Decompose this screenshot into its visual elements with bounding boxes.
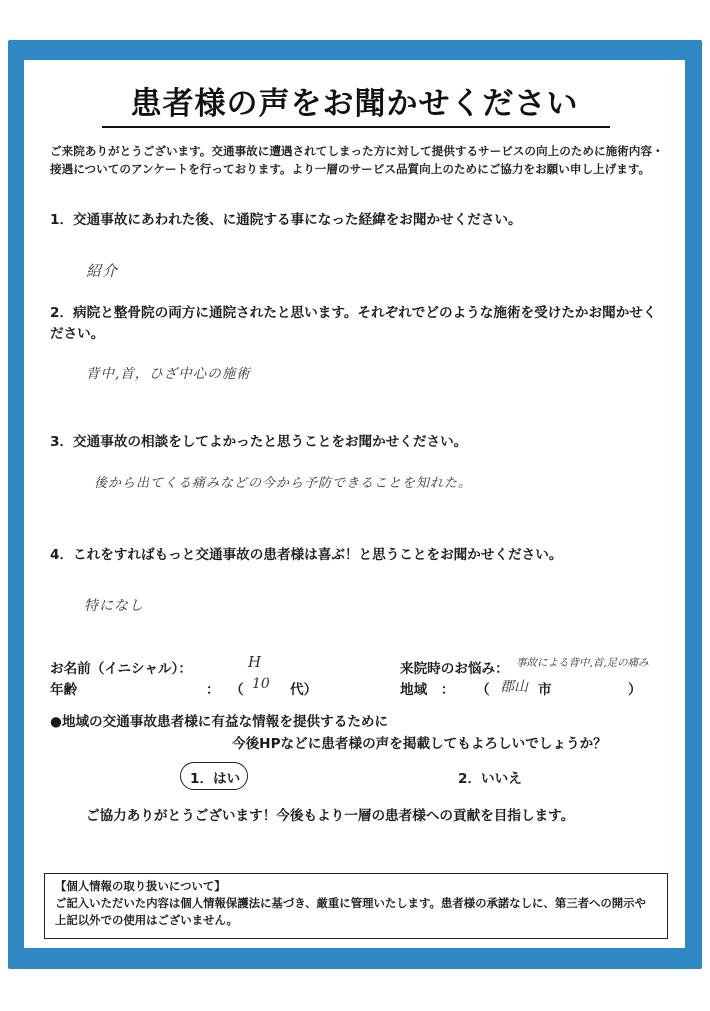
option-yes[interactable]: 1．はい xyxy=(190,771,241,787)
age-colon: ： xyxy=(206,682,220,698)
region-label: 地域 ： xyxy=(400,682,455,698)
intro-text: ご来院ありがとうございます。交通事故に遭遇されてしまった方に対して提供するサービスの向上のために施術内容・接遇についてのアンケートを行っております。より一層のサービス品質向上のためにご協力をお願い申し上げます。 xyxy=(50,144,664,176)
concern-label: 来院時のお悩み： xyxy=(400,661,509,677)
age-label: 年齢 xyxy=(50,682,78,698)
region-open-paren: （ xyxy=(476,682,490,698)
region-unit: 市 xyxy=(538,682,552,698)
privacy-box xyxy=(44,873,668,939)
title-underline xyxy=(102,126,610,128)
concern-value: 事故による背中,首,足の痛み xyxy=(516,657,649,669)
answer-4: 特になし xyxy=(84,598,144,614)
consent-line-1: ●地域の交通事故患者様に有益な情報を提供するために xyxy=(50,714,389,730)
age-open-paren: （ xyxy=(230,682,244,698)
thanks-text: ご協力ありがとうございます！今後もより一層の患者様への貢献を目指します。 xyxy=(86,808,575,824)
consent-line-2: 今後HPなどに患者様の声を掲載してもよろしいでしょうか？ xyxy=(232,736,607,752)
privacy-heading: 【個人情報の取り扱いについて】 xyxy=(55,879,226,893)
name-label: お名前（イニシャル）： xyxy=(50,661,192,677)
answer-3: 後から出てくる痛みなどの今から予防できることを知れた。 xyxy=(94,476,473,491)
name-value: H xyxy=(248,653,262,671)
question-2: 2．病院と整骨院の両方に通院されたと思います。それぞれでどのような施術を受けたかお聞かせください。 xyxy=(50,305,657,342)
question-3: 3．交通事故の相談をしてよかったと思うことをお聞かせください。 xyxy=(50,434,468,450)
age-unit: 代） xyxy=(290,682,318,698)
privacy-body: ご記入いただいた内容は個人情報保護法に基づき、厳重に管理いたします。患者様の承諾なしに、第三者への開示や上記以外での使用はございません。 xyxy=(55,896,646,927)
region-value: 郡山 xyxy=(500,679,528,695)
answer-2: 背中,首，ひざ中心の施術 xyxy=(86,366,251,382)
survey-sheet xyxy=(24,60,685,948)
question-1: 1．交通事故にあわれた後、に通院する事になった経緯をお聞かせください。 xyxy=(50,212,522,228)
region-close-paren: ） xyxy=(628,682,642,698)
option-no[interactable]: 2．いいえ xyxy=(458,771,522,787)
page-title: 患者様の声をお聞かせください xyxy=(130,86,579,122)
question-4: 4．これをすればもっと交通事故の患者様は喜ぶ！と思うことをお聞かせください。 xyxy=(50,547,563,563)
answer-1: 紹介 xyxy=(86,262,119,280)
age-value: 10 xyxy=(252,676,270,692)
